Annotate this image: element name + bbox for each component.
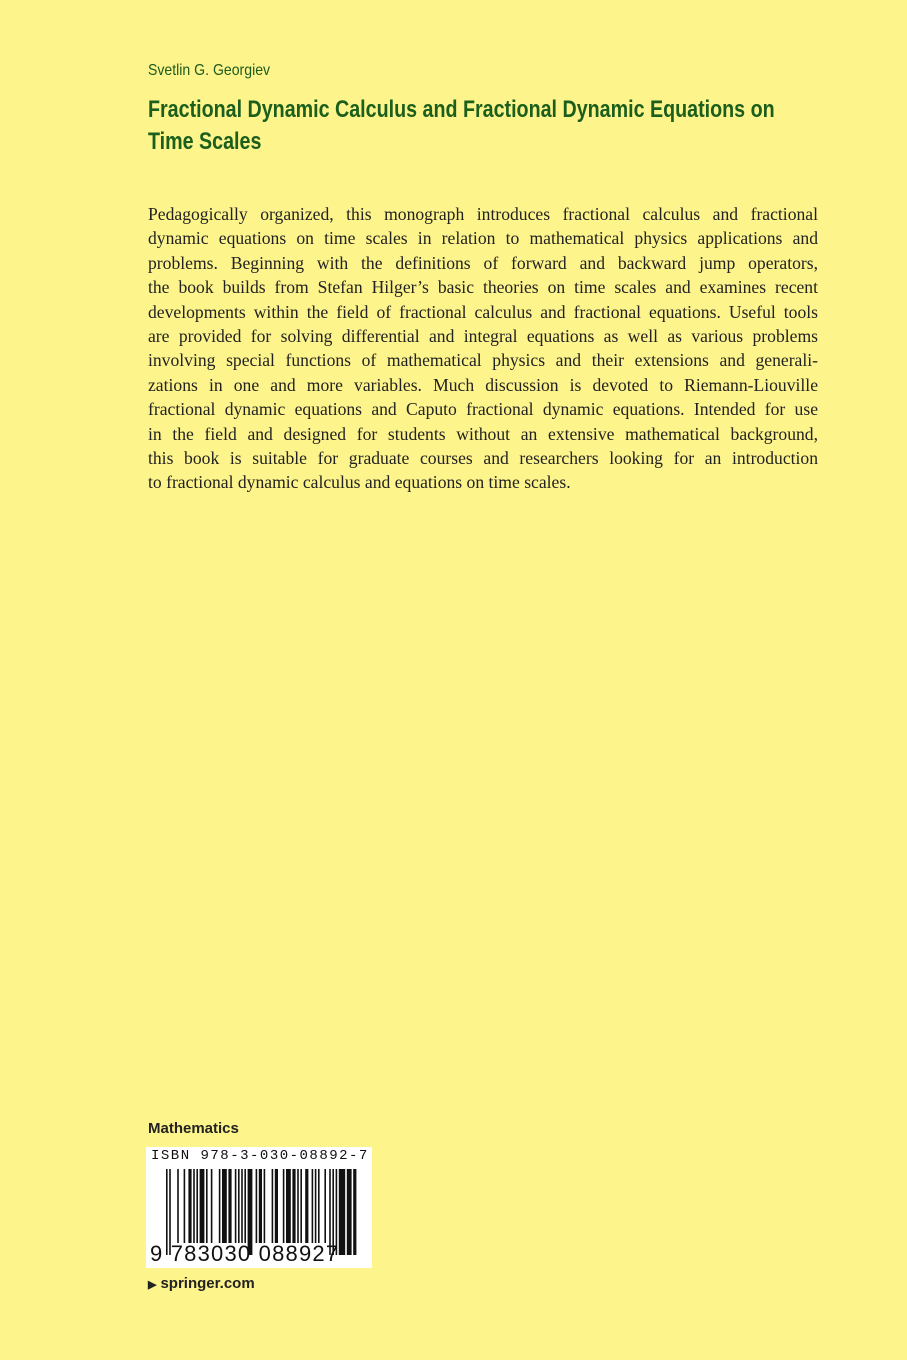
barcode-bar xyxy=(222,1169,227,1243)
barcode-bar xyxy=(315,1169,317,1243)
blurb-line: this book is suitable for graduate courses and researchers looking for an introduction xyxy=(148,447,818,468)
barcode-bar xyxy=(353,1169,356,1255)
blurb-line: the book builds from Stefan Hilger’s basic theories on time scales and examines recent xyxy=(148,277,818,298)
barcode-bar xyxy=(286,1169,291,1243)
barcode-bar xyxy=(177,1169,179,1243)
barcode-bar xyxy=(238,1169,240,1243)
blurb-line: zations in one and more variables. Much discussion is devoted to Riemann-Liouville xyxy=(148,374,818,395)
barcode-bar xyxy=(324,1169,326,1243)
barcode-bar xyxy=(219,1169,221,1243)
barcode-bar xyxy=(264,1169,266,1243)
barcode-bar xyxy=(256,1169,258,1243)
blurb-line: fractional dynamic equations and Caputo fractional dynamic equations. Intended for use xyxy=(148,399,818,420)
isbn-barcode xyxy=(146,1147,372,1268)
blurb-line: Pedagogically organized, this monograph introduces fractional calculus and fractional xyxy=(148,204,818,224)
blurb-line: to fractional dynamic calculus and equations on time scales. xyxy=(148,472,571,493)
isbn-label: ISBN 978-3-030-08892-7 xyxy=(151,1148,369,1164)
blurb-line: in the field and designed for students without an extensive mathematical background, xyxy=(148,423,818,444)
barcode-bar xyxy=(184,1169,186,1243)
triangle-right-icon: ▶ xyxy=(148,1279,157,1291)
barcode-bar xyxy=(211,1169,213,1243)
blurb-line: are provided for solving differential and integral equations as well as various problems xyxy=(148,325,818,346)
barcode-bar xyxy=(275,1169,278,1243)
book-title: Fractional Dynamic Calculus and Fractional Dynamic Equations on Time Scales xyxy=(148,96,775,155)
barcode-bar xyxy=(259,1169,262,1243)
barcode-bar xyxy=(235,1169,237,1243)
barcode-bar xyxy=(188,1169,191,1243)
barcode-bar xyxy=(272,1169,274,1243)
barcode-bar xyxy=(241,1169,243,1243)
barcode-bar xyxy=(339,1169,345,1255)
subject-label: Mathematics xyxy=(148,1120,239,1137)
barcode-bar xyxy=(244,1169,246,1243)
barcode-bar xyxy=(300,1169,302,1243)
blurb xyxy=(148,202,818,495)
barcode-bar xyxy=(196,1169,198,1243)
barcode-bar xyxy=(347,1169,352,1255)
publisher-link-text: springer.com xyxy=(160,1275,255,1292)
barcode-bar xyxy=(318,1169,320,1243)
barcode-bar xyxy=(228,1169,231,1243)
blurb-line: problems. Beginning with the definitions of forward and backward jump operators, xyxy=(148,252,818,273)
publisher-link[interactable] xyxy=(148,1275,255,1292)
barcode-bar xyxy=(206,1169,208,1243)
blurb-line: developments within the field of fractional calculus and fractional equations. Useful tools xyxy=(148,301,818,322)
barcode-bar xyxy=(312,1169,314,1243)
blurb-line: involving special functions of mathematical physics and their extensions and generali- xyxy=(148,350,818,371)
barcode-bar xyxy=(292,1169,295,1243)
ean-digits: 9 783030 088927 xyxy=(150,1241,340,1266)
author-name: Svetlin G. Georgiev xyxy=(148,62,271,79)
barcode-bar xyxy=(193,1169,195,1243)
barcode-bar xyxy=(200,1169,205,1243)
blurb-line: dynamic equations on time scales in relation to mathematical physics applications and xyxy=(148,228,818,249)
barcode-bar xyxy=(283,1169,285,1243)
barcode-bar xyxy=(297,1169,299,1243)
barcode-bar xyxy=(305,1169,308,1243)
